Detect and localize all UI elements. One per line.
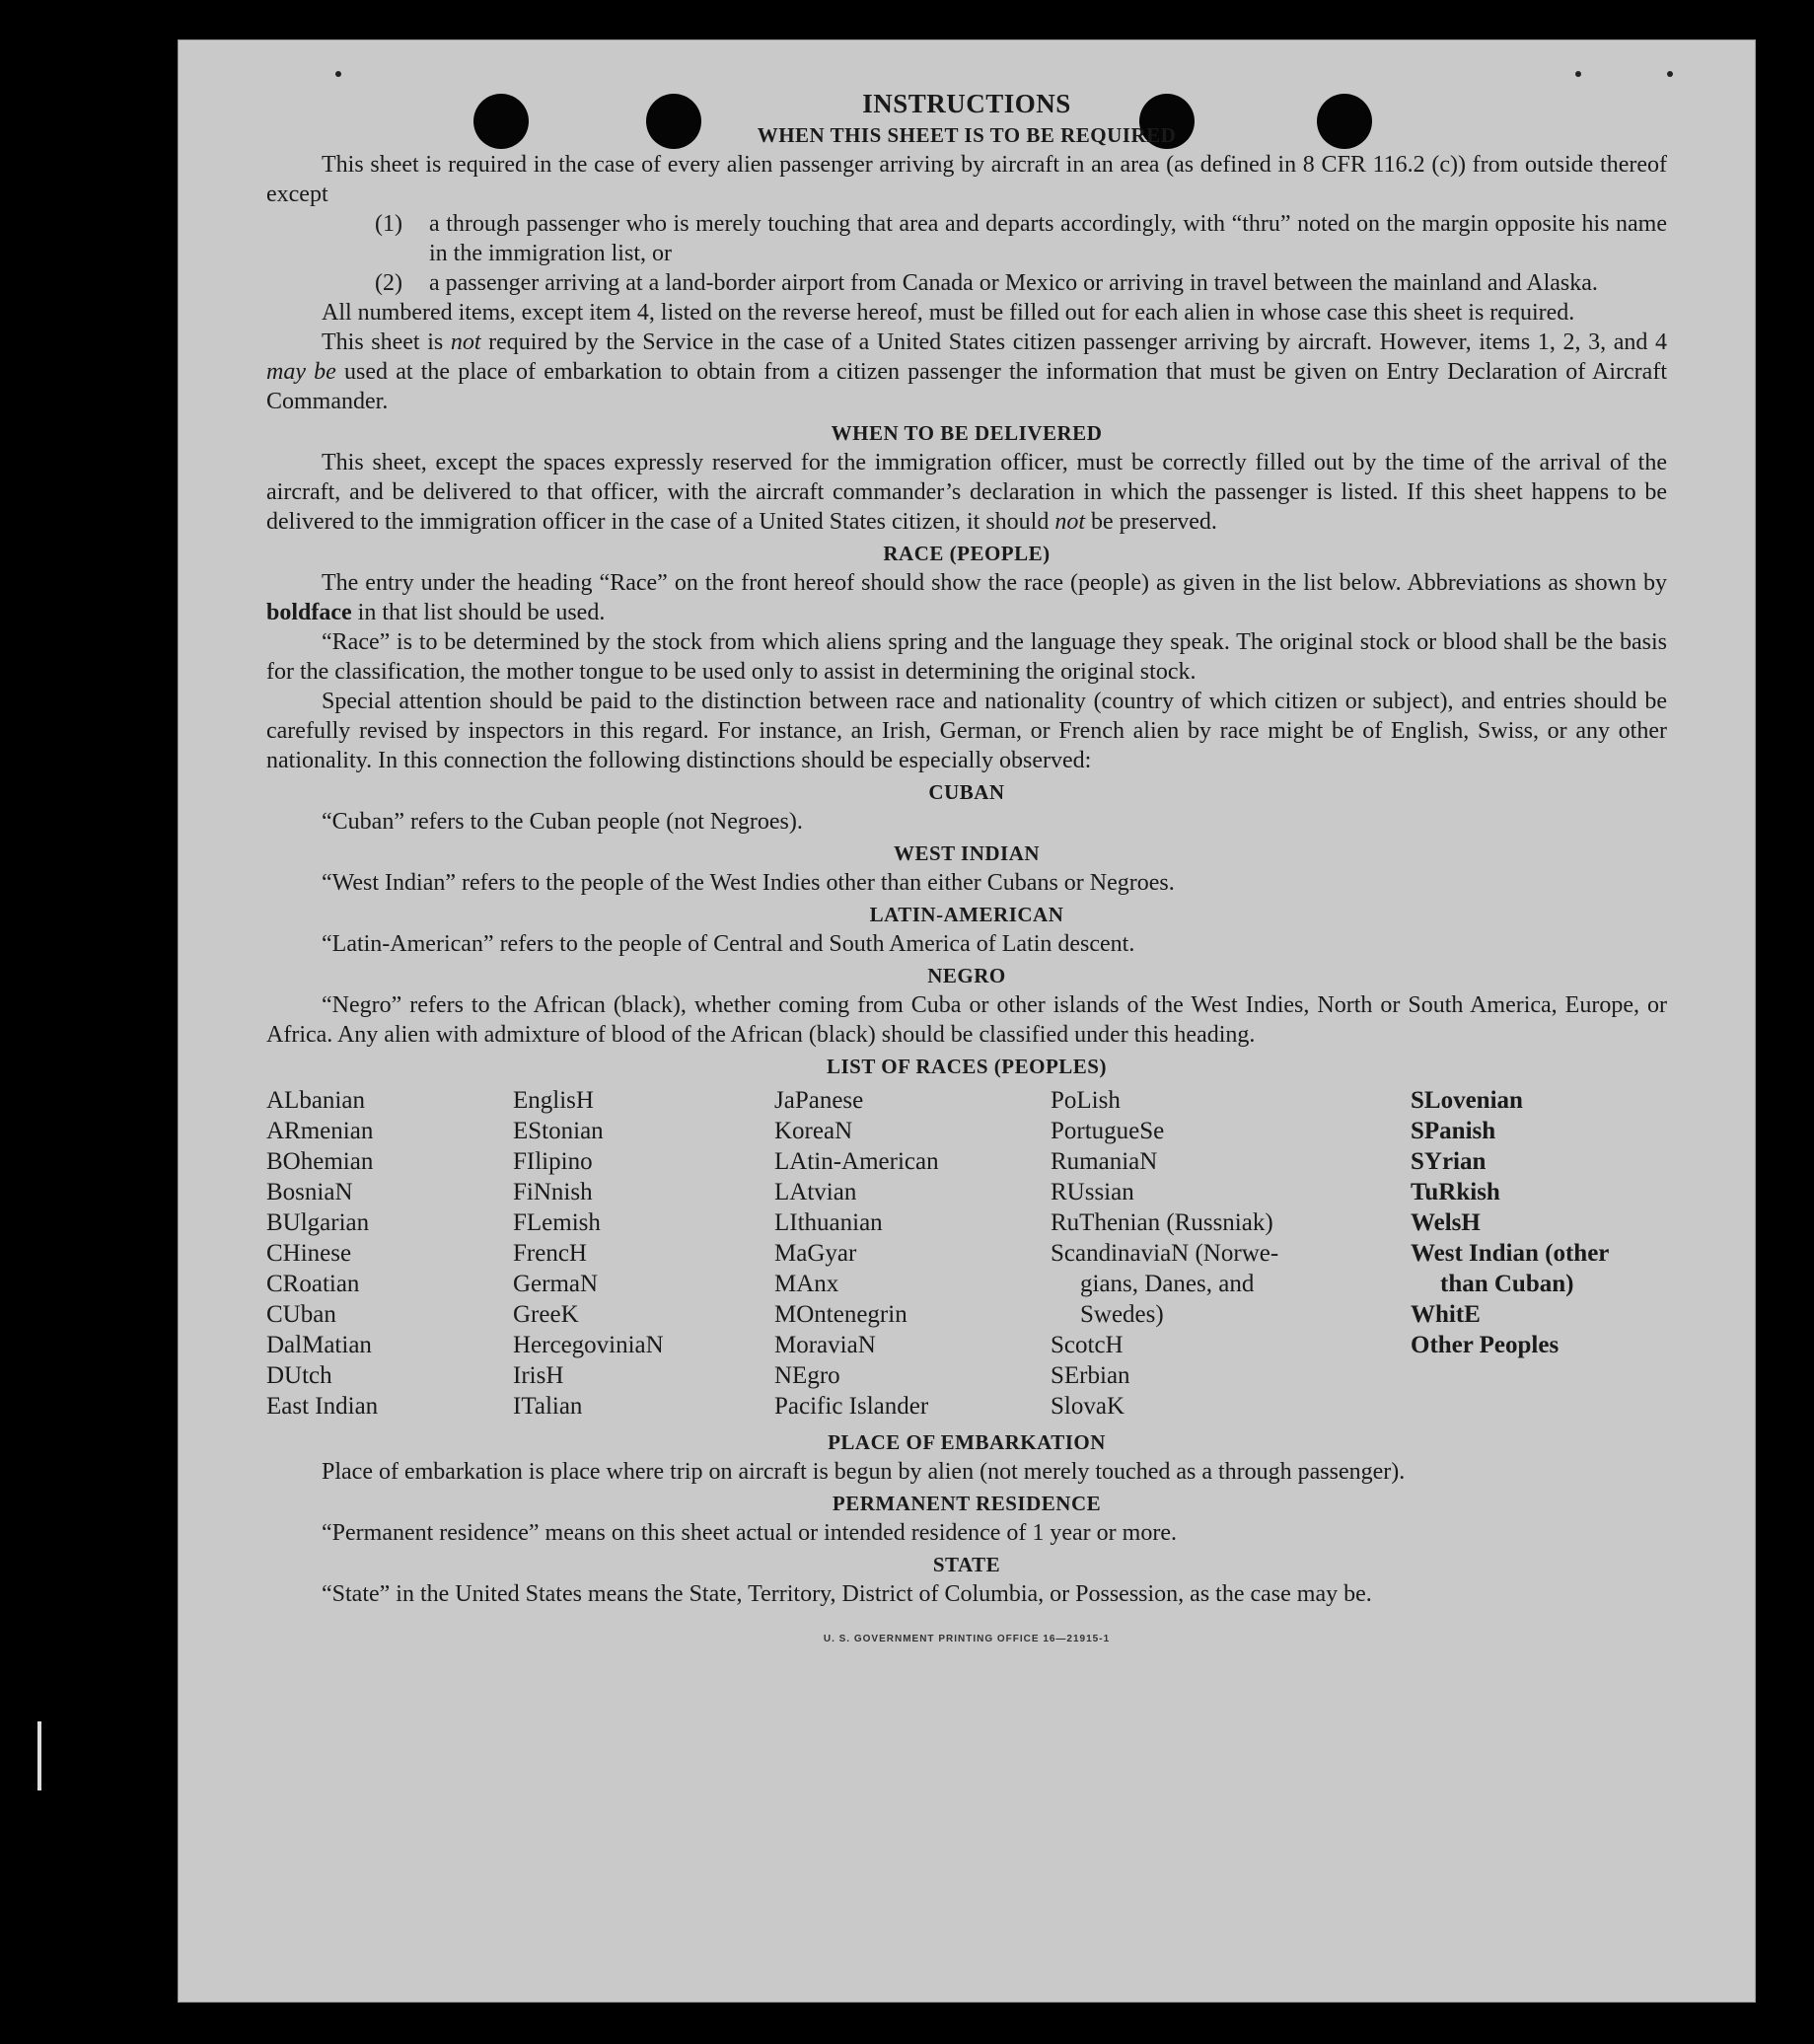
race-entry: East Indian [266,1393,379,1420]
race-entry: GreeK [513,1301,579,1328]
race-entry: DUtch [266,1362,332,1389]
race-entry: DalMatian [266,1332,372,1358]
race-entry: ScotcH [1051,1332,1124,1358]
race-entry: MaGyar [774,1240,857,1267]
race-entry: SErbian [1051,1362,1130,1389]
race-entry: LIthuanian [774,1209,883,1236]
text-run: used at the place of embarkation to obtain from a citizen passenger the information that must be given on Entry Declaration of Aircraft Commander. [266,359,1667,414]
item-text: a passenger arriving at a land-border airport from Canada or Mexico or arriving in travel between the mainland and Alaska. [429,270,1598,296]
item-number: (2) [375,270,402,296]
races-column-2 [513,1085,774,1422]
paragraph-negro: “Negro” refers to the African (black), whether coming from Cuba or other islands of the West Indies, North or South America, Europe, or Africa. Any alien with admixture of blood of the African (black) should be classified under this heading. [266,992,1667,1048]
race-entry: KoreaN [774,1118,853,1144]
speck [1667,71,1673,77]
race-entry: NEgro [774,1362,840,1389]
heading-list-of-races: LIST OF RACES (PEOPLES) [827,1055,1107,1078]
race-entry: RumaniaN [1051,1148,1158,1175]
race-entry: WhitE [1411,1301,1481,1328]
race-entry: SPanish [1411,1118,1496,1144]
speck [1575,71,1581,77]
paragraph-race-2: “Race” is to be determined by the stock from which aliens spring and the language they speak. The original stock or blood shall be the basis for the classification, the mother tongue to be used only to assist in determining the original stock. [266,629,1667,685]
race-entry: RuThenian (Russniak) [1051,1209,1273,1236]
race-entry: CUban [266,1301,336,1328]
race-entry: SLovenian [1411,1087,1523,1114]
race-entry: MAnx [774,1271,839,1297]
paragraph-numbered-items: All numbered items, except item 4, listed on the reverse hereof, must be filled out for each alien in whose case this sheet is required. [322,300,1575,326]
heading-place-of-embarkation: PLACE OF EMBARKATION [828,1430,1106,1454]
emphasis-not: not [1054,509,1085,535]
paragraph-delivered [266,448,1667,537]
races-column-3 [774,1085,1051,1422]
race-entry: West Indian (other [1411,1240,1610,1267]
race-entry: PortugueSe [1051,1118,1165,1144]
race-entry: GermaN [513,1271,599,1297]
races-column-1 [266,1085,513,1422]
race-entry: gians, Danes, and [1080,1271,1255,1297]
race-entry: EStonian [513,1118,604,1144]
speck [335,71,341,77]
race-entry: HercegoviniaN [513,1332,664,1358]
text-run: in that list should be used. [351,600,606,625]
race-entry: ALbanian [266,1087,365,1114]
heading-permanent-residence: PERMANENT RESIDENCE [832,1492,1102,1515]
printing-office-footer: U. S. GOVERNMENT PRINTING OFFICE 16—21915-1 [823,1634,1111,1644]
heading-west-indian: WEST INDIAN [893,841,1041,865]
text-run: be preserved. [1085,509,1217,535]
race-entry: WelsH [1411,1209,1481,1236]
heading-state: STATE [932,1553,1001,1576]
race-entry: Other Peoples [1411,1332,1560,1358]
races-column-5 [1411,1085,1667,1422]
races-column-4 [1051,1085,1411,1422]
scan-edge-mark [37,1721,41,1790]
exception-item-1 [375,209,1667,268]
race-entry: FIlipino [513,1148,593,1175]
heading-when-required: WHEN THIS SHEET IS TO BE REQUIRED [757,123,1177,147]
paragraph-race-3: Special attention should be paid to the distinction between race and nationality (country of which citizen or subject), and entries should be carefully revised by inspectors in this regard. For instance, an Irish, German, or French alien by race might be of English, Swiss, or any other nationality. In this connection the following distinctions should be especially observed: [266,689,1667,773]
race-entry: FrencH [513,1240,587,1267]
emphasis-may-be: may be [266,359,336,385]
document-sheet [178,39,1756,2003]
race-entry: BUlgarian [266,1209,370,1236]
text-run: This sheet is [322,329,451,355]
race-entry: FiNnish [513,1179,593,1205]
paragraph-west-indian: “West Indian” refers to the people of the West Indies other than either Cubans or Negroes. [322,870,1175,896]
heading-race: RACE (PEOPLE) [883,542,1051,565]
race-entry: CHinese [266,1240,352,1267]
race-entry: MoraviaN [774,1332,876,1358]
instructions-content [266,87,1667,1654]
race-entry: SYrian [1411,1148,1487,1175]
emphasis-boldface: boldface [266,600,352,625]
race-entry: EnglisH [513,1087,594,1114]
paragraph-embarkation: Place of embarkation is place where trip on aircraft is begun by alien (not merely touched as a through passenger). [322,1459,1406,1485]
race-entry: BOhemian [266,1148,374,1175]
race-entry: ARmenian [266,1118,374,1144]
race-entry: SlovaK [1051,1393,1125,1420]
race-entry: LAtin-American [774,1148,939,1175]
race-entry: RUssian [1051,1179,1134,1205]
heading-when-delivered: WHEN TO BE DELIVERED [831,421,1103,445]
heading-negro: NEGRO [927,964,1006,987]
race-entry: MOntenegrin [774,1301,907,1328]
paragraph-latin-american: “Latin-American” refers to the people of Central and South America of Latin descent. [322,931,1135,957]
race-entry: than Cuban) [1440,1271,1574,1297]
text-run: required by the Service in the case of a United States citizen passenger arriving by aircraft. However, items 1, 2, 3, and 4 [480,329,1667,355]
races-list [266,1085,1667,1422]
race-entry: LAtvian [774,1179,857,1205]
text-run: This sheet, except the spaces expressly reserved for the immigration officer, must be correctly filled out by the time of the arrival of the aircraft, and be delivered to that officer, with the aircraft commander’s declaration in which the passenger is listed. If this sheet happens to be delivered to the immigration officer in the case of a United States citizen, it should [266,450,1667,535]
heading-cuban: CUBAN [928,780,1005,804]
item-text: a through passenger who is merely touching that area and departs accordingly, with “thru” noted on the margin opposite his name in the immigration list, or [429,211,1667,266]
paragraph-race-1 [266,568,1667,627]
race-entry: JaPanese [774,1087,864,1114]
exception-item-2 [375,268,1667,298]
heading-latin-american: LATIN-AMERICAN [869,903,1064,926]
text-run: The entry under the heading “Race” on the front hereof should show the race (people) as given in the list below. Abbreviations as shown by [322,570,1667,596]
race-entry: Pacific Islander [774,1393,929,1420]
race-entry: ScandinaviaN (Norwe- [1051,1240,1279,1267]
race-entry: IrisH [513,1362,564,1389]
paragraph-citizen [266,328,1667,416]
item-number: (1) [375,211,402,237]
heading-instructions: INSTRUCTIONS [862,89,1071,118]
race-entry: FLemish [513,1209,601,1236]
paragraph-cuban: “Cuban” refers to the Cuban people (not Negroes). [322,809,803,835]
emphasis-not: not [450,329,481,355]
race-entry: PoLish [1051,1087,1121,1114]
race-entry: TuRkish [1411,1179,1500,1205]
paragraph-residence: “Permanent residence” means on this sheet actual or intended residence of 1 year or more. [322,1520,1177,1546]
race-entry: CRoatian [266,1271,360,1297]
race-entry: Swedes) [1080,1301,1164,1328]
paragraph-required-intro: This sheet is required in the case of every alien passenger arriving by aircraft in an area (as defined in 8 CFR 116.2 (c)) from outside thereof except [266,152,1667,207]
race-entry: ITalian [513,1393,583,1420]
paragraph-state: “State” in the United States means the State, Territory, District of Columbia, or Possession, as the case may be. [322,1581,1372,1607]
race-entry: BosniaN [266,1179,353,1205]
